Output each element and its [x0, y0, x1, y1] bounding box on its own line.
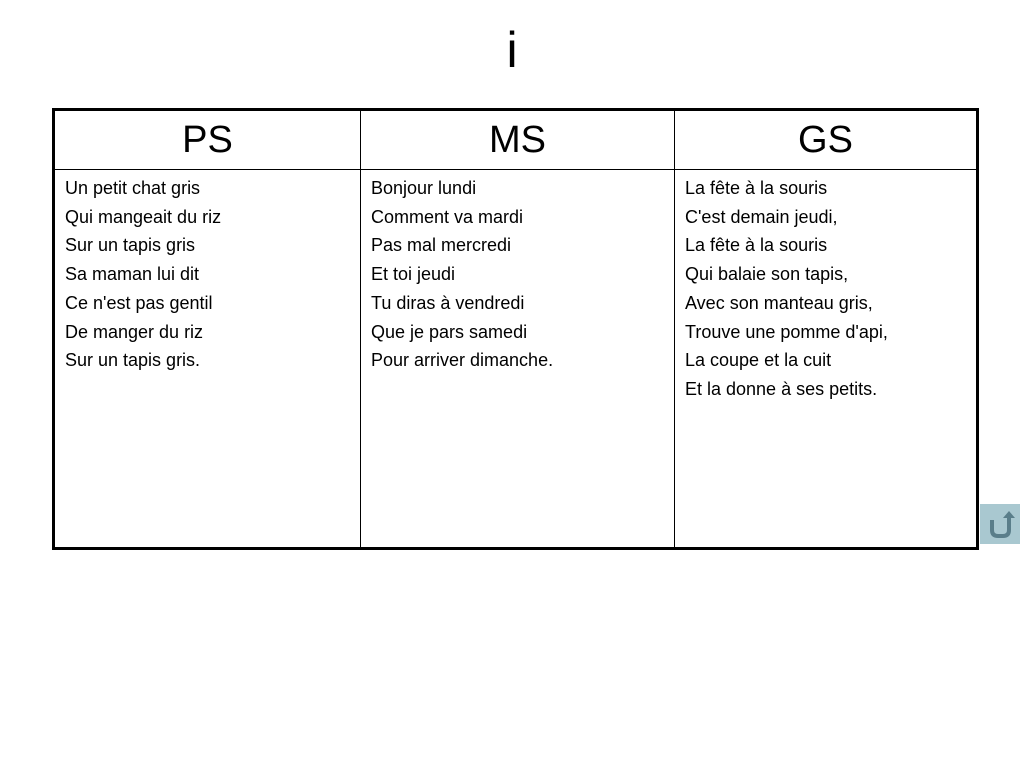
poem-line: Avec son manteau gris,: [685, 292, 873, 313]
poem-cell-ms: [361, 170, 675, 549]
poem-line: Et la donne à ses petits.: [685, 378, 878, 399]
poem-line: Ce n'est pas gentil: [65, 292, 213, 313]
poem-line: C'est demain jeudi,: [685, 206, 838, 227]
poem-line: Pas mal mercredi: [371, 235, 512, 256]
return-arrow-icon: [984, 508, 1016, 540]
column-header-ms: MS: [361, 110, 675, 170]
table-body-row: [54, 170, 978, 549]
poem-line: La fête à la souris: [685, 178, 828, 198]
poem-line: Comment va mardi: [371, 206, 524, 227]
poem-line: Tu diras à vendredi: [371, 292, 525, 313]
poem-line: Un petit chat gris: [65, 178, 201, 198]
poem-line: Pour arriver dimanche.: [371, 350, 554, 371]
poem-line: Sa maman lui dit: [65, 264, 200, 285]
poem-line: La fête à la souris: [685, 235, 828, 256]
poem-line: Sur un tapis gris: [65, 235, 196, 256]
poem-cell-ps: [54, 170, 361, 549]
poem-line: Et toi jeudi: [371, 264, 456, 285]
poem-line: Que je pars samedi: [371, 321, 528, 342]
poem-ps: [65, 174, 350, 375]
table-header-row: [54, 110, 978, 170]
poem-gs: [685, 174, 966, 404]
poem-line: Sur un tapis gris.: [65, 350, 201, 371]
poem-line: La coupe et la cuit: [685, 350, 832, 371]
column-header-gs: GS: [675, 110, 978, 170]
return-button[interactable]: [980, 504, 1020, 544]
poem-cell-gs: [675, 170, 978, 549]
poem-line: Qui balaie son tapis,: [685, 264, 849, 285]
poem-line: Qui mangeait du riz: [65, 206, 222, 227]
poem-line: De manger du riz: [65, 321, 204, 342]
slide-title: i: [506, 22, 518, 78]
poem-line: Trouve une pomme d'api,: [685, 321, 888, 342]
poem-line: Bonjour lundi: [371, 178, 477, 198]
poems-table: [52, 108, 979, 550]
poem-ms: [371, 174, 664, 375]
column-header-ps: PS: [54, 110, 361, 170]
